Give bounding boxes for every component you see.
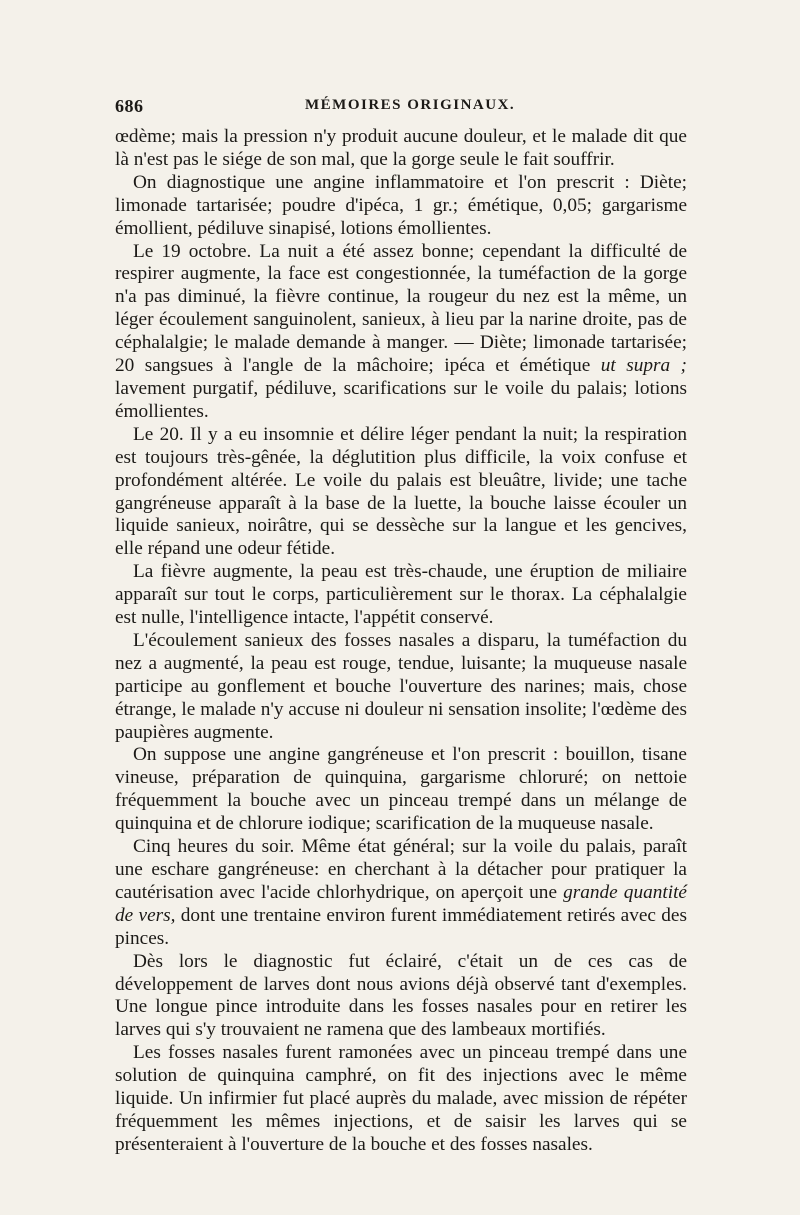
paragraph-5: La fièvre augmente, la peau est très-chaude, une éruption de miliaire apparaît sur tout le corps, particulièrement sur le thorax. La céphalalgie est nulle, l'intelligence intacte, l'appétit conservé. bbox=[115, 561, 687, 629]
paragraph-7: On suppose une angine gangréneuse et l'on prescrit : bouillon, tisane vineuse, préparation de quinquina, gargarisme chloruré; on nettoie fréquemment la bouche avec un pinceau trempé dans un mélange de quinquina et de chlorure iodique; scarification de la muqueuse nasale. bbox=[115, 744, 687, 835]
paragraph-8-text-a: Cinq heures du soir. Même état général; sur la voile du palais, paraît une eschare gangréneuse: en cherchant à la détacher pour pratiquer la cautérisation avec l'acide chlorhydrique, on aperçoit une bbox=[115, 836, 687, 903]
paragraph-3-text-a: Le 19 octobre. La nuit a été assez bonne; cependant la difficulté de respirer augmente, la face est congestionnée, la tuméfaction de la gorge n'a pas diminué, la fièvre continue, la rougeur du nez est la même, un léger écoulement sanguinolent, sanieux, à lieu par la narine droite, pas de céphalalgie; le malade demande à manger. — Diète; limonade tartarisée; 20 sangsues à l'angle de la mâchoire; ipéca et émétique bbox=[115, 240, 687, 377]
paragraph-1: œdème; mais la pression n'y produit aucune douleur, et le malade dit que là n'est pas le siége de son mal, que la gorge seule le fait souffrir. bbox=[115, 126, 687, 170]
paragraph-2: On diagnostique une angine inflammatoire et l'on prescrit : Diète; limonade tartarisée; poudre d'ipéca, 1 gr.; émétique, 0,05; gargarisme émollient, pédiluve sinapisé, lotions émollientes. bbox=[115, 171, 687, 239]
paragraph-3 bbox=[115, 241, 687, 424]
body-text bbox=[115, 126, 687, 1157]
page-number: 686 bbox=[115, 96, 144, 116]
page-header bbox=[115, 96, 685, 120]
paragraph-10: Les fosses nasales furent ramonées avec un pinceau trempé dans une solution de quinquina camphré, on fit des injections avec le même liquide. Un infirmier fut placé auprès du malade, avec mission de répéter fréquemment les mêmes injections, et de saisir les larves qui se présenteraient à l'ouverture de la bouche et des fosses nasales. bbox=[115, 1042, 687, 1155]
paragraph-8-text-b: dont une trentaine environ furent immédiatement retirés avec des pinces. bbox=[115, 904, 687, 949]
paragraph-4: Le 20. Il y a eu insomnie et délire léger pendant la nuit; la respiration est toujours très-gênée, la déglutition plus difficile, la voix confuse et profondément altérée. Le voile du palais est bleuâtre, livide; une tache gangréneuse apparaît à la base de la luette, la bouche laisse écouler un liquide sanieux, noirâtre, qui se dessèche sur la langue et les gencives, elle répand une odeur fétide. bbox=[115, 423, 687, 560]
paragraph-9: Dès lors le diagnostic fut éclairé, c'était un de ces cas de développement de larves dont nous avions déjà observé tant d'exemples. Une longue pince introduite dans les fosses nasales pour en retirer les larves qui s'y trouvaient ne ramena que des lambeaux mortifiés. bbox=[115, 950, 687, 1041]
paragraph-8 bbox=[115, 836, 687, 951]
paragraph-8-italic: grande quantité de vers, bbox=[115, 881, 687, 926]
paragraph-3-italic: ut supra ; bbox=[600, 355, 687, 377]
paragraph-3-text-b: lavement purgatif, pédiluve, scarifications sur le voile du palais; lotions émollientes. bbox=[115, 377, 687, 422]
running-title: MÉMOIRES ORIGINAUX. bbox=[305, 97, 516, 113]
paragraph-6: L'écoulement sanieux des fosses nasales a disparu, la tuméfaction du nez a augmenté, la peau est rouge, tendue, luisante; la muqueuse nasale participe au gonflement et bouche l'ouverture des narines; mais, chose étrange, le malade n'y accuse ni douleur ni sensation insolite; l'œdème des paupières augmente. bbox=[115, 629, 687, 743]
